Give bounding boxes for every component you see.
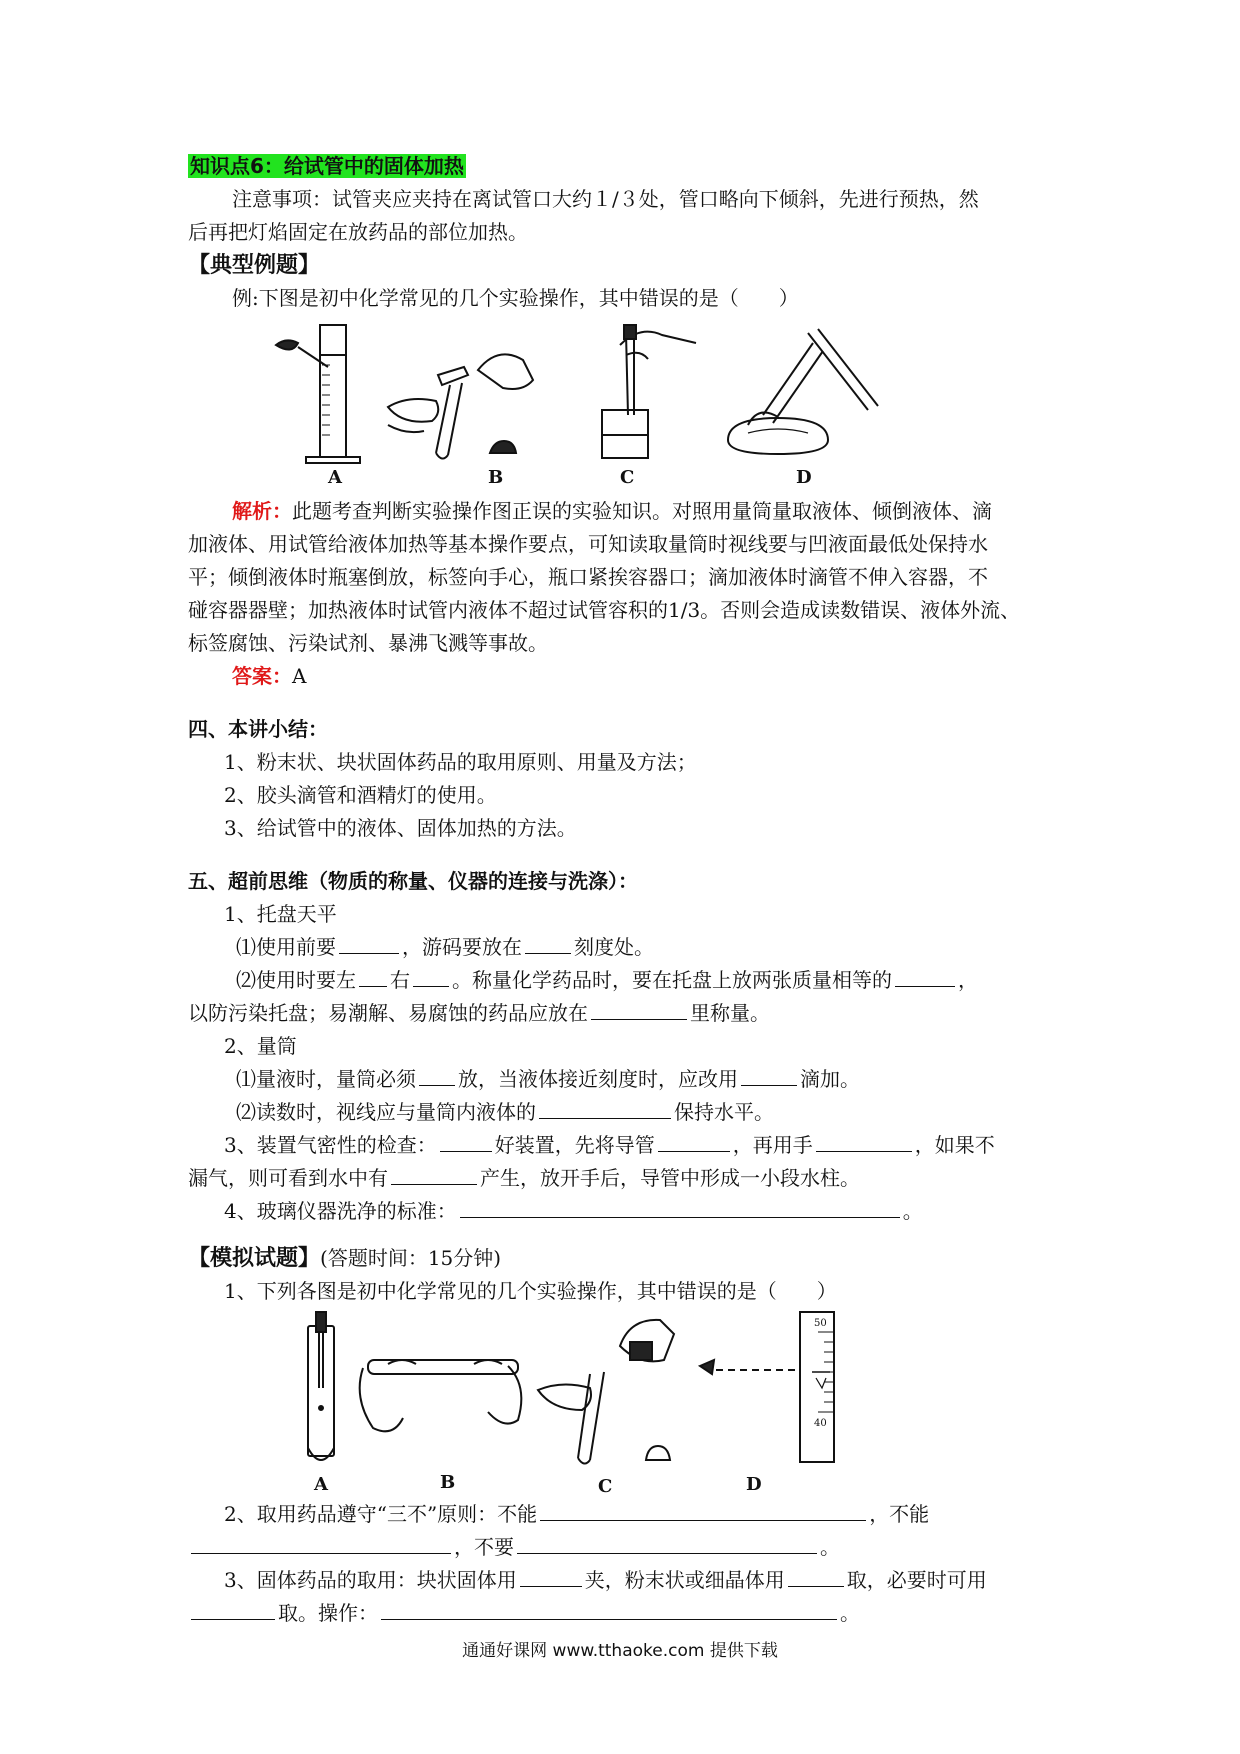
airtight-b-text-2: 产生，放开手后，导管中形成一小段水柱。 xyxy=(480,1166,860,1190)
fill-blank[interactable] xyxy=(359,964,387,987)
fill-blank[interactable] xyxy=(381,1597,837,1620)
quiz-heading: 【模拟试题】 xyxy=(188,1246,321,1271)
q2-text-3: ，不要 xyxy=(454,1535,514,1559)
quiz-time: (答题时间：15分钟) xyxy=(320,1246,502,1270)
quiz-operations-figure xyxy=(188,1308,1058,1498)
preview-heading: 五、超前思维（物质的称量、仪器的连接与洗涤）： xyxy=(188,869,638,893)
q2-text-2: ，不能 xyxy=(869,1502,930,1526)
answer-value: A xyxy=(292,664,307,688)
fig2-label-b: B xyxy=(440,1472,456,1493)
fill-blank[interactable] xyxy=(413,964,449,987)
quiz-q3-line-b xyxy=(188,1597,1058,1630)
cylinder-b-text-2: 保持水平。 xyxy=(674,1100,774,1124)
balance-a-text-1: ⑴使用前要 xyxy=(236,935,336,959)
clean-text-1: 4、玻璃仪器洗净的标准： xyxy=(224,1199,457,1223)
airtight-line-b xyxy=(188,1162,1058,1195)
example-question: 例:下图是初中化学常见的几个实验操作，其中错误的是（ ） xyxy=(232,286,799,310)
fill-blank[interactable] xyxy=(460,1195,900,1218)
figure-b-pouring xyxy=(388,354,533,458)
fill-blank[interactable] xyxy=(540,1498,866,1521)
lab-operations-figure xyxy=(188,315,1058,487)
airtight-a-text-3: ，再用手 xyxy=(732,1133,813,1157)
quiz-figure-a xyxy=(308,1312,334,1460)
note-line-1: 注意事项：试管夹应夹持在离试管口大约１/３处，管口略向下倾斜，先进行预热，然 xyxy=(232,187,979,211)
figure-d-heating xyxy=(728,329,878,454)
cylinder-a-text-2: 放，当液体接近刻度时，应改用 xyxy=(458,1067,738,1091)
balance-b-text-3: 。称量化学药品时，要在托盘上放两张质量相等的 xyxy=(452,968,892,992)
q3-text-1: 3、固体药品的取用：块状固体用 xyxy=(224,1568,517,1592)
q3-text-3: 取，必要时可用 xyxy=(846,1568,987,1592)
analysis-line-3: 平；倾倒液体时瓶塞倒放，标签向手心，瓶口紧挨容器口；滴加液体时滴管不伸入容器，不 xyxy=(188,565,988,589)
q3-text-4: 取。操作： xyxy=(278,1601,378,1625)
q2-text-1: 2、取用药品遵守“三不”原则：不能 xyxy=(224,1502,538,1526)
document-page xyxy=(188,150,1058,1630)
fill-blank[interactable] xyxy=(591,997,687,1020)
analysis-label: 解析： xyxy=(232,499,292,523)
balance-line-c xyxy=(188,997,1058,1030)
fig1-label-a: A xyxy=(328,467,342,487)
balance-a-text-2: ，游码要放在 xyxy=(402,935,522,959)
airtight-a-text-4: ，如果不 xyxy=(914,1133,995,1157)
quiz-q2-line-b xyxy=(188,1531,1058,1564)
quiz-figure-c xyxy=(538,1320,674,1464)
analysis-line-2: 加液体、用试管给液体加热等基本操作要点，可知读取量筒时视线要与凹液面最低处保持水 xyxy=(188,532,988,556)
balance-b-text-4: ， xyxy=(958,968,978,992)
balance-b-text-2: 右 xyxy=(390,968,410,992)
analysis-line-1 xyxy=(188,495,1058,528)
airtight-line-a xyxy=(188,1129,1058,1162)
quiz-figure-b xyxy=(360,1360,522,1431)
cylinder-title: 2、量筒 xyxy=(224,1034,297,1058)
fig2-label-d: D xyxy=(746,1474,762,1495)
balance-c-text-1: 以防污染托盘；易潮解、易腐蚀的药品应放在 xyxy=(188,1001,588,1025)
cylinder-a-text-1: ⑴量液时，量筒必须 xyxy=(236,1067,416,1091)
fill-blank[interactable] xyxy=(525,931,571,954)
fill-blank[interactable] xyxy=(539,1096,671,1119)
airtight-a-text-2: 好装置，先将导管 xyxy=(494,1133,655,1157)
fill-blank[interactable] xyxy=(517,1531,817,1554)
quiz-q3-line-a xyxy=(188,1564,1058,1597)
airtight-a-text-1: 3、装置气密性的检查： xyxy=(224,1133,437,1157)
fill-blank[interactable] xyxy=(658,1129,730,1152)
figure-c-dropper xyxy=(602,325,696,458)
balance-b-text-1: ⑵使用时要左 xyxy=(236,968,356,992)
footer: 通通好课网 www.tthaoke.com 提供下载 xyxy=(462,1641,778,1661)
fill-blank[interactable] xyxy=(895,964,955,987)
fig1-label-c: C xyxy=(620,467,635,487)
fig1-label-d: D xyxy=(796,467,812,487)
analysis-line-4: 碰容器器壁；加热液体时试管内液体不超过试管容积的1/3。否则会造成读数错误、液体外流、 xyxy=(188,598,1021,622)
example-heading: 【典型例题】 xyxy=(188,253,321,278)
figure-a-cylinder xyxy=(276,325,360,463)
summary-item-1: 1、粉末状、块状固体药品的取用原则、用量及方法； xyxy=(224,750,697,774)
answer-line xyxy=(188,660,1058,693)
quiz-q1: 1、下列各图是初中化学常见的几个实验操作，其中错误的是（ ） xyxy=(224,1279,837,1303)
fill-blank[interactable] xyxy=(741,1063,797,1086)
balance-c-text-2: 里称量。 xyxy=(690,1001,770,1025)
fill-blank[interactable] xyxy=(339,931,399,954)
summary-item-3: 3、给试管中的液体、固体加热的方法。 xyxy=(224,816,577,840)
answer-label: 答案： xyxy=(232,664,292,688)
cylinder-b-text-1: ⑵读数时，视线应与量筒内液体的 xyxy=(236,1100,536,1124)
fill-blank[interactable] xyxy=(440,1129,492,1152)
analysis-line-5: 标签腐蚀、污染试剂、暴沸飞溅等事故。 xyxy=(188,631,548,655)
balance-line-b xyxy=(188,964,1058,997)
example-figure xyxy=(188,315,1058,487)
fill-blank[interactable] xyxy=(520,1564,582,1587)
fig2-label-c: C xyxy=(598,1476,613,1497)
fill-blank[interactable] xyxy=(419,1063,455,1086)
quiz-figure xyxy=(188,1308,1058,1498)
cyl-mark-40: 40 xyxy=(814,1418,827,1429)
fig1-label-b: B xyxy=(488,467,504,487)
fill-blank[interactable] xyxy=(816,1129,912,1152)
balance-line-a xyxy=(188,931,1058,964)
balance-a-text-3: 刻度处。 xyxy=(574,935,654,959)
fill-blank[interactable] xyxy=(788,1564,844,1587)
quiz-figure-d xyxy=(700,1312,834,1462)
cyl-mark-50: 50 xyxy=(814,1318,827,1329)
quiz-heading-line xyxy=(188,1242,1058,1275)
fill-blank[interactable] xyxy=(391,1162,477,1185)
knowledge-heading: 知识点6：给试管中的固体加热 xyxy=(190,154,464,178)
balance-title: 1、托盘天平 xyxy=(224,902,337,926)
clean-line xyxy=(188,1195,1058,1228)
fill-blank[interactable] xyxy=(191,1597,275,1620)
quiz-q2-line-a xyxy=(188,1498,1058,1531)
clean-text-2: 。 xyxy=(902,1199,923,1223)
knowledge-point-6 xyxy=(188,150,1058,183)
q3-text-5: 。 xyxy=(840,1601,860,1625)
airtight-b-text-1: 漏气，则可看到水中有 xyxy=(188,1166,388,1190)
q3-text-2: 夹，粉末状或细晶体用 xyxy=(584,1568,785,1592)
note-line-2: 后再把灯焰固定在放药品的部位加热。 xyxy=(188,220,528,244)
fig2-label-a: A xyxy=(314,1474,328,1495)
cylinder-line-a xyxy=(188,1063,1058,1096)
q2-text-4: 。 xyxy=(820,1535,840,1559)
summary-item-2: 2、胶头滴管和酒精灯的使用。 xyxy=(224,783,497,807)
analysis-text-1: 此题考查判断实验操作图正误的实验知识。对照用量筒量取液体、倾倒液体、滴 xyxy=(292,499,992,523)
fill-blank[interactable] xyxy=(191,1531,451,1554)
cylinder-a-text-3: 滴加。 xyxy=(800,1067,860,1091)
cylinder-line-b xyxy=(188,1096,1058,1129)
summary-heading: 四、本讲小结： xyxy=(188,717,328,741)
